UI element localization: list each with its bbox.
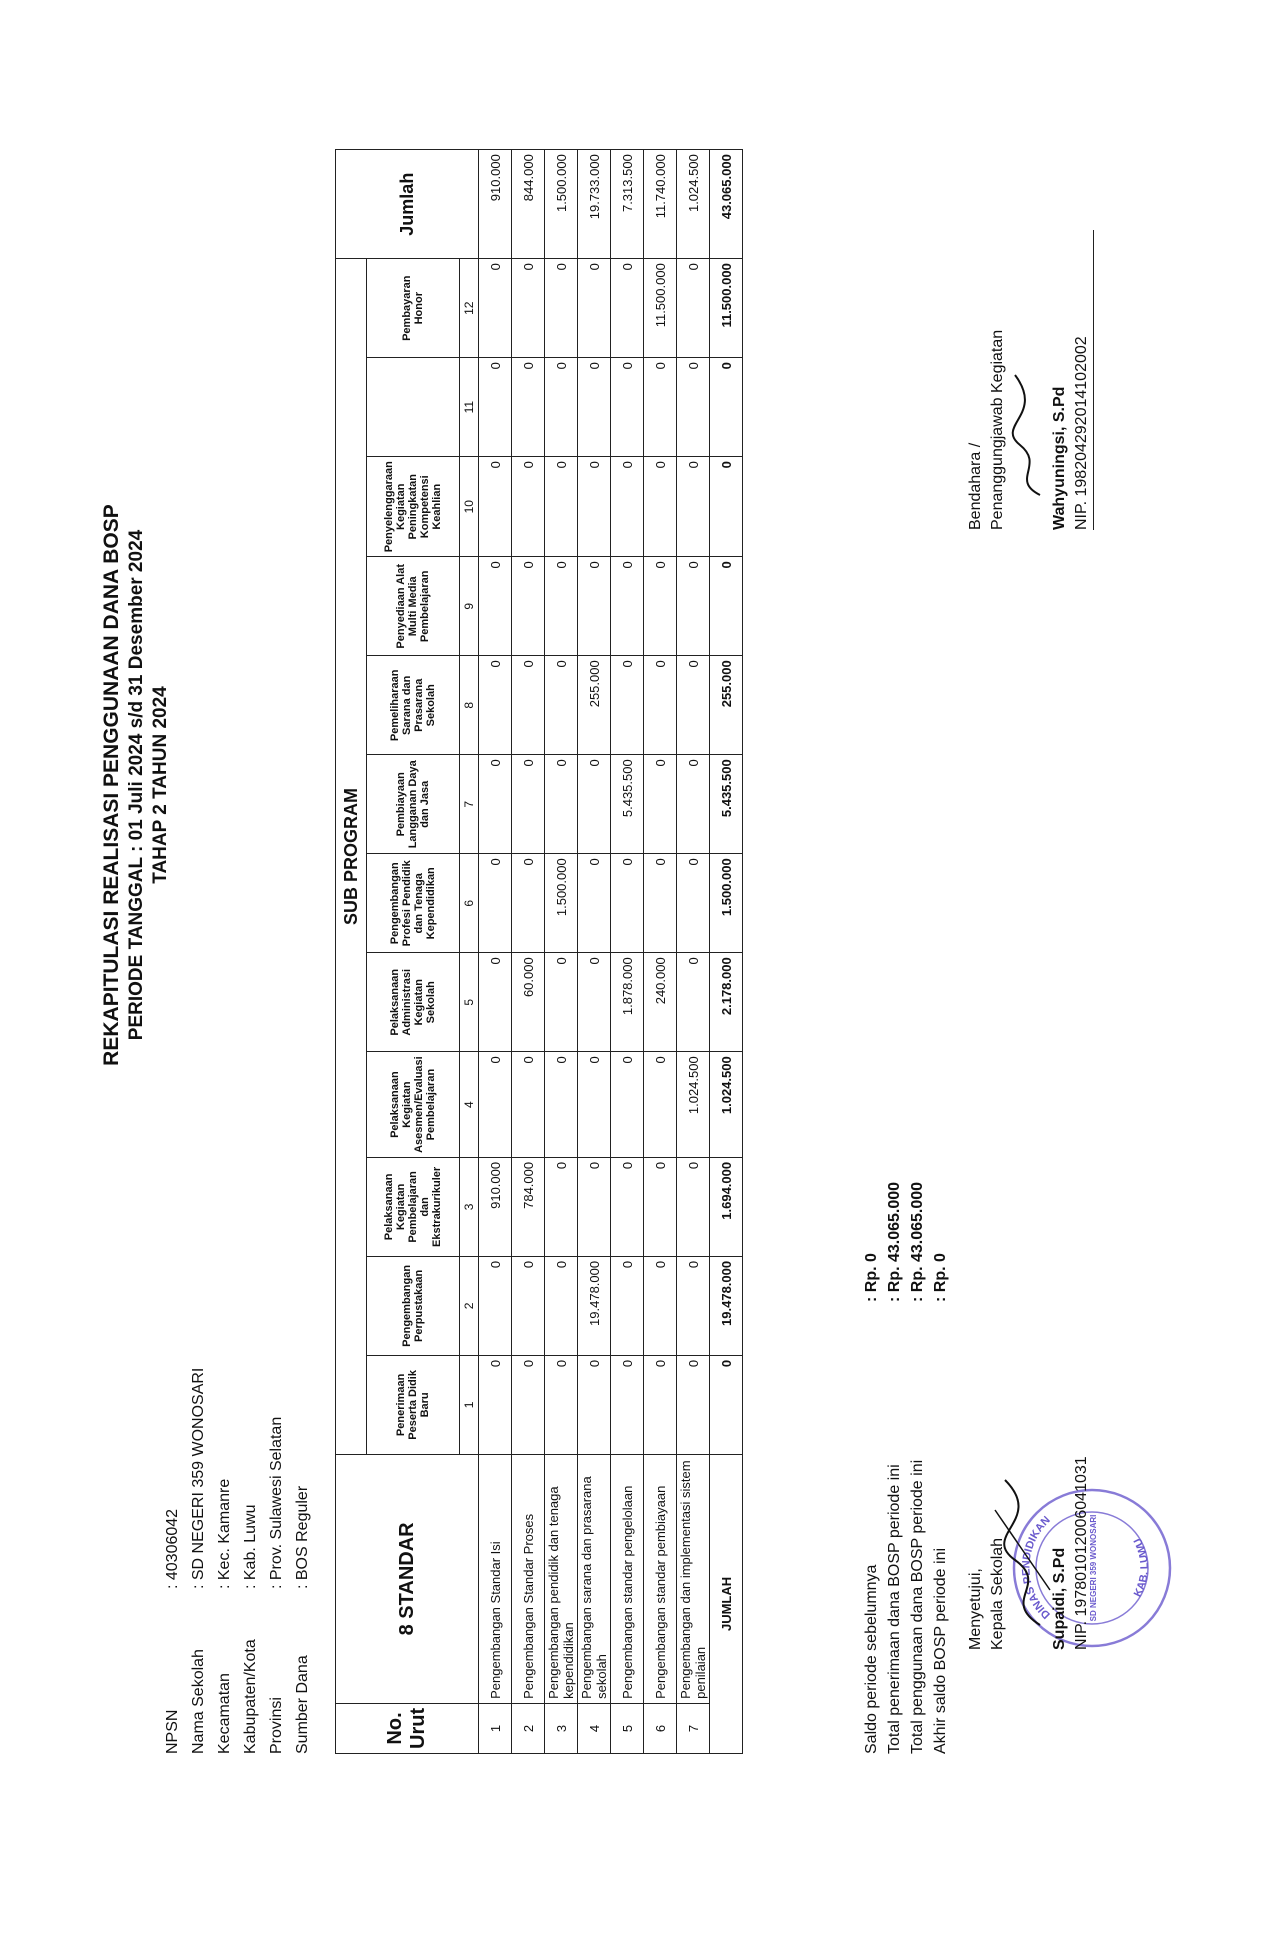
stamp-text-top: DINAS PENDIDIKAN — [1020, 1514, 1053, 1621]
table-row — [644, 150, 677, 1754]
standar-name: Pengembangan dan implementasi sistem penilaian — [677, 1454, 710, 1703]
row-number: 6 — [644, 1703, 677, 1753]
amount-cell: 910.000 — [479, 1157, 512, 1256]
amount-cell: 0 — [611, 1157, 644, 1256]
total-amount-cell: 0 — [710, 457, 743, 557]
summary-row — [929, 1182, 952, 1754]
table-row — [677, 150, 710, 1754]
amount-cell: 0 — [677, 1355, 710, 1454]
sub-program-col-header — [367, 358, 460, 457]
amount-cell: 0 — [545, 1157, 578, 1256]
column-number: 7 — [460, 755, 479, 854]
sub-program-col-header: Pelaksanaan Kegiatan Pembelajaran dan Ekstrakurikuler — [367, 1157, 460, 1256]
row-total: 1.024.500 — [677, 150, 710, 259]
column-number: 8 — [460, 656, 479, 755]
row-total: 7.313.500 — [611, 150, 644, 259]
amount-cell: 0 — [644, 457, 677, 557]
total-amount-cell: 2.178.000 — [710, 953, 743, 1052]
total-amount-cell: 255.000 — [710, 656, 743, 755]
sub-program-col-header: Pengembangan Perpustakaan — [367, 1256, 460, 1355]
amount-cell: 0 — [512, 1256, 545, 1355]
summary-value: : Rp. 0 — [932, 1253, 949, 1302]
amount-cell: 0 — [578, 457, 611, 557]
sig-role: Kepala Sekolah — [989, 1537, 1006, 1650]
amount-cell: 0 — [545, 557, 578, 656]
info-value: : 40306042 — [164, 1508, 181, 1589]
sig-name: Supaidi, S.Pd — [1051, 1547, 1068, 1650]
amount-cell: 0 — [611, 557, 644, 656]
amount-cell: 0 — [512, 656, 545, 755]
amount-cell: 1.024.500 — [677, 1052, 710, 1158]
amount-cell: 0 — [545, 953, 578, 1052]
amount-cell: 1.878.000 — [611, 953, 644, 1052]
realisasi-table — [335, 149, 743, 1754]
amount-cell: 0 — [644, 557, 677, 656]
total-row — [710, 150, 743, 1754]
sub-program-col-header: Pembayaran Honor — [367, 259, 460, 358]
info-row — [186, 1368, 212, 1754]
column-number: 10 — [460, 457, 479, 557]
amount-cell: 5.435.500 — [611, 755, 644, 854]
amount-cell: 0 — [479, 557, 512, 656]
amount-cell: 0 — [545, 1256, 578, 1355]
amount-cell: 0 — [644, 854, 677, 953]
column-number: 9 — [460, 557, 479, 656]
info-row — [290, 1368, 316, 1754]
amount-cell: 0 — [578, 358, 611, 457]
column-number: 3 — [460, 1157, 479, 1256]
amount-cell: 0 — [512, 755, 545, 854]
table-row — [512, 150, 545, 1754]
amount-cell: 0 — [512, 1052, 545, 1158]
amount-cell: 0 — [677, 1256, 710, 1355]
column-number: 11 — [460, 358, 479, 457]
amount-cell: 11.500.000 — [644, 259, 677, 358]
amount-cell: 0 — [479, 457, 512, 557]
info-label: Kabupaten/Kota — [242, 1639, 259, 1754]
amount-cell: 0 — [512, 854, 545, 953]
summary-label: Total penerimaan dana BOSP periode ini — [886, 1464, 903, 1754]
amount-cell: 0 — [611, 358, 644, 457]
amount-cell: 0 — [578, 854, 611, 953]
school-info — [160, 1368, 316, 1754]
amount-cell: 0 — [644, 1157, 677, 1256]
sub-program-col-header: Pemeliharaan Sarana dan Prasarana Sekolah — [367, 656, 460, 755]
amount-cell: 0 — [644, 755, 677, 854]
summary-value: : Rp. 43.065.000 — [886, 1181, 903, 1302]
table-row — [479, 150, 512, 1754]
amount-cell: 0 — [545, 1355, 578, 1454]
amount-cell: 0 — [512, 259, 545, 358]
row-number: 5 — [611, 1703, 644, 1753]
amount-cell: 0 — [578, 953, 611, 1052]
column-number: 2 — [460, 1256, 479, 1355]
amount-cell: 0 — [545, 1052, 578, 1158]
column-number: 5 — [460, 953, 479, 1052]
info-label: Kecamatan — [216, 1673, 233, 1754]
total-amount-cell: 0 — [710, 358, 743, 457]
total-label: JUMLAH — [710, 1454, 743, 1753]
amount-cell: 0 — [578, 1355, 611, 1454]
info-label: NPSN — [164, 1709, 181, 1754]
amount-cell: 0 — [545, 358, 578, 457]
amount-cell: 0 — [479, 1052, 512, 1158]
amount-cell: 0 — [644, 656, 677, 755]
amount-cell: 0 — [677, 259, 710, 358]
sub-program-col-header: Penyediaan Alat Multi Media Pembelajaran — [367, 557, 460, 656]
total-amount-cell: 1.694.000 — [710, 1157, 743, 1256]
amount-cell: 240.000 — [644, 953, 677, 1052]
info-value: : Kab. Luwu — [242, 1504, 259, 1589]
standar-name: Pengembangan sarana dan prasarana sekolah — [578, 1454, 611, 1703]
summary-row — [906, 1182, 929, 1754]
amount-cell: 0 — [644, 1355, 677, 1454]
sig-name: Wahyuningsi, S.Pd — [1051, 386, 1068, 530]
standar-name: Pengembangan Standar Isi — [479, 1454, 512, 1703]
sub-program-col-header: Pelaksanaan Kegiatan Asesmen/Evaluasi Pembelajaran — [367, 1052, 460, 1158]
sub-program-header: SUB PROGRAM — [336, 259, 367, 1455]
signature-treasurer-mark — [1005, 370, 1050, 500]
sub-program-col-header: Pembiayaan Langganan Daya dan Jasa — [367, 755, 460, 854]
row-total: 11.740.000 — [644, 150, 677, 259]
info-label: Sumber Dana — [294, 1655, 311, 1754]
amount-cell: 0 — [479, 656, 512, 755]
column-number: 12 — [460, 259, 479, 358]
amount-cell: 0 — [545, 259, 578, 358]
amount-cell: 0 — [512, 1355, 545, 1454]
jumlah-header: Jumlah — [336, 150, 479, 259]
standar-name: Pengembangan standar pembiayaan — [644, 1454, 677, 1703]
row-number: 1 — [479, 1703, 512, 1753]
row-number: 4 — [578, 1703, 611, 1753]
amount-cell: 0 — [578, 557, 611, 656]
amount-cell: 0 — [479, 953, 512, 1052]
sig-role: Penanggungjawab Kegiatan — [989, 329, 1006, 530]
info-label: Provinsi — [268, 1697, 285, 1754]
no-urut-header: No. Urut — [336, 1703, 479, 1753]
amount-cell: 0 — [578, 1157, 611, 1256]
amount-cell: 0 — [677, 1157, 710, 1256]
amount-cell: 255.000 — [578, 656, 611, 755]
info-label: Nama Sekolah — [190, 1649, 207, 1754]
info-row — [264, 1368, 290, 1754]
standar-name: Pengembangan standar pengelolaan — [611, 1454, 644, 1703]
info-value: : BOS Reguler — [294, 1485, 311, 1589]
amount-cell: 0 — [545, 755, 578, 854]
info-row — [212, 1368, 238, 1754]
row-total: 910.000 — [479, 150, 512, 259]
sig-nip: NIP. 197801012006041031 — [1073, 1456, 1090, 1650]
amount-cell: 0 — [479, 854, 512, 953]
standar-header: 8 STANDAR — [336, 1454, 479, 1703]
summary-value: : Rp. 0 — [863, 1253, 880, 1302]
table-row — [578, 150, 611, 1754]
amount-cell: 0 — [611, 1052, 644, 1158]
sig-nip: NIP. 198204292014102002 — [1071, 230, 1094, 530]
signature-principal-mark — [990, 1470, 1060, 1630]
total-amount-cell: 11.500.000 — [710, 259, 743, 358]
total-amount-cell: 5.435.500 — [710, 755, 743, 854]
info-value: : SD NEGERI 359 WONOSARI — [190, 1367, 207, 1589]
amount-cell: 0 — [512, 557, 545, 656]
stamp-text-bottom: KAB. LUWU — [1131, 1536, 1151, 1599]
amount-cell: 0 — [479, 1355, 512, 1454]
info-row — [160, 1368, 186, 1754]
row-number: 2 — [512, 1703, 545, 1753]
table-row — [611, 150, 644, 1754]
amount-cell: 0 — [611, 854, 644, 953]
total-amount-cell: 0 — [710, 1355, 743, 1454]
row-number: 3 — [545, 1703, 578, 1753]
sub-program-col-header: Penyelenggaraan Kegiatan Peningkatan Kompetensi Keahlian — [367, 457, 460, 557]
amount-cell: 19.478.000 — [578, 1256, 611, 1355]
summary-row — [860, 1182, 883, 1754]
grand-total: 43.065.000 — [710, 150, 743, 259]
row-number: 7 — [677, 1703, 710, 1753]
total-amount-cell: 1.024.500 — [710, 1052, 743, 1158]
amount-cell: 0 — [677, 755, 710, 854]
amount-cell: 1.500.000 — [545, 854, 578, 953]
amount-cell: 0 — [644, 358, 677, 457]
svg-text:KAB. LUWU — [1132, 1536, 1151, 1599]
summary-label: Total penggunaan dana BOSP periode ini — [909, 1459, 926, 1754]
amount-cell: 0 — [545, 656, 578, 755]
amount-cell: 784.000 — [512, 1157, 545, 1256]
sub-program-col-header: Pelaksanaan Administrasi Kegiatan Sekolah — [367, 953, 460, 1052]
summary-label: Akhir saldo BOSP periode ini — [932, 1547, 949, 1754]
amount-cell: 0 — [545, 457, 578, 557]
amount-cell: 0 — [479, 755, 512, 854]
total-amount-cell: 19.478.000 — [710, 1256, 743, 1355]
standar-name: Pengembangan pendidik dan tenaga kependidikan — [545, 1454, 578, 1703]
amount-cell: 0 — [677, 656, 710, 755]
amount-cell: 0 — [677, 557, 710, 656]
info-value: : Prov. Sulawesi Selatan — [268, 1416, 285, 1589]
row-total: 1.500.000 — [545, 150, 578, 259]
summary-value: : Rp. 43.065.000 — [909, 1181, 926, 1302]
amount-cell: 0 — [512, 457, 545, 557]
total-amount-cell: 0 — [710, 557, 743, 656]
summary-label: Saldo periode sebelumnya — [863, 1564, 880, 1754]
amount-cell: 0 — [479, 259, 512, 358]
summary-block — [860, 1182, 952, 1754]
amount-cell: 0 — [479, 358, 512, 457]
amount-cell: 0 — [578, 1052, 611, 1158]
info-value: : Kec. Kamanre — [216, 1478, 233, 1589]
amount-cell: 0 — [578, 755, 611, 854]
stamp-text-mid: SD NEGERI 359 WONOSARI — [1089, 1514, 1098, 1622]
sub-program-col-header: Pengembangan Profesi Pendidik dan Tenaga Kependidikan — [367, 854, 460, 953]
amount-cell: 0 — [512, 358, 545, 457]
amount-cell: 0 — [611, 656, 644, 755]
doc-period: PERIODE TANGGAL : 01 Juli 2024 s/d 31 Desember 2024 — [126, 529, 147, 1041]
info-row — [238, 1368, 264, 1754]
standar-name: Pengembangan Standar Proses — [512, 1454, 545, 1703]
amount-cell: 0 — [479, 1256, 512, 1355]
amount-cell: 0 — [611, 1355, 644, 1454]
sig-role: Menyetujui, — [967, 1568, 984, 1650]
amount-cell: 0 — [677, 457, 710, 557]
summary-row — [883, 1182, 906, 1754]
total-amount-cell: 1.500.000 — [710, 854, 743, 953]
amount-cell: 0 — [677, 854, 710, 953]
sig-role: Bendahara / — [967, 442, 984, 530]
amount-cell: 0 — [644, 1256, 677, 1355]
amount-cell: 0 — [611, 457, 644, 557]
table-row — [545, 150, 578, 1754]
amount-cell: 60.000 — [512, 953, 545, 1052]
sub-program-col-header: Penerimaan Peserta Didik Baru — [367, 1355, 460, 1454]
amount-cell: 0 — [677, 953, 710, 1052]
column-number: 6 — [460, 854, 479, 953]
amount-cell: 0 — [611, 259, 644, 358]
amount-cell: 0 — [611, 1256, 644, 1355]
amount-cell: 0 — [677, 358, 710, 457]
doc-title: REKAPITULASI REALISASI PENGGUNAAN DANA BOSP — [100, 504, 123, 1066]
amount-cell: 0 — [578, 259, 611, 358]
row-total: 19.733.000 — [578, 150, 611, 259]
doc-stage: TAHAP 2 TAHUN 2024 — [150, 686, 171, 884]
column-number: 1 — [460, 1355, 479, 1454]
row-total: 844.000 — [512, 150, 545, 259]
column-number: 4 — [460, 1052, 479, 1158]
amount-cell: 0 — [644, 1052, 677, 1158]
